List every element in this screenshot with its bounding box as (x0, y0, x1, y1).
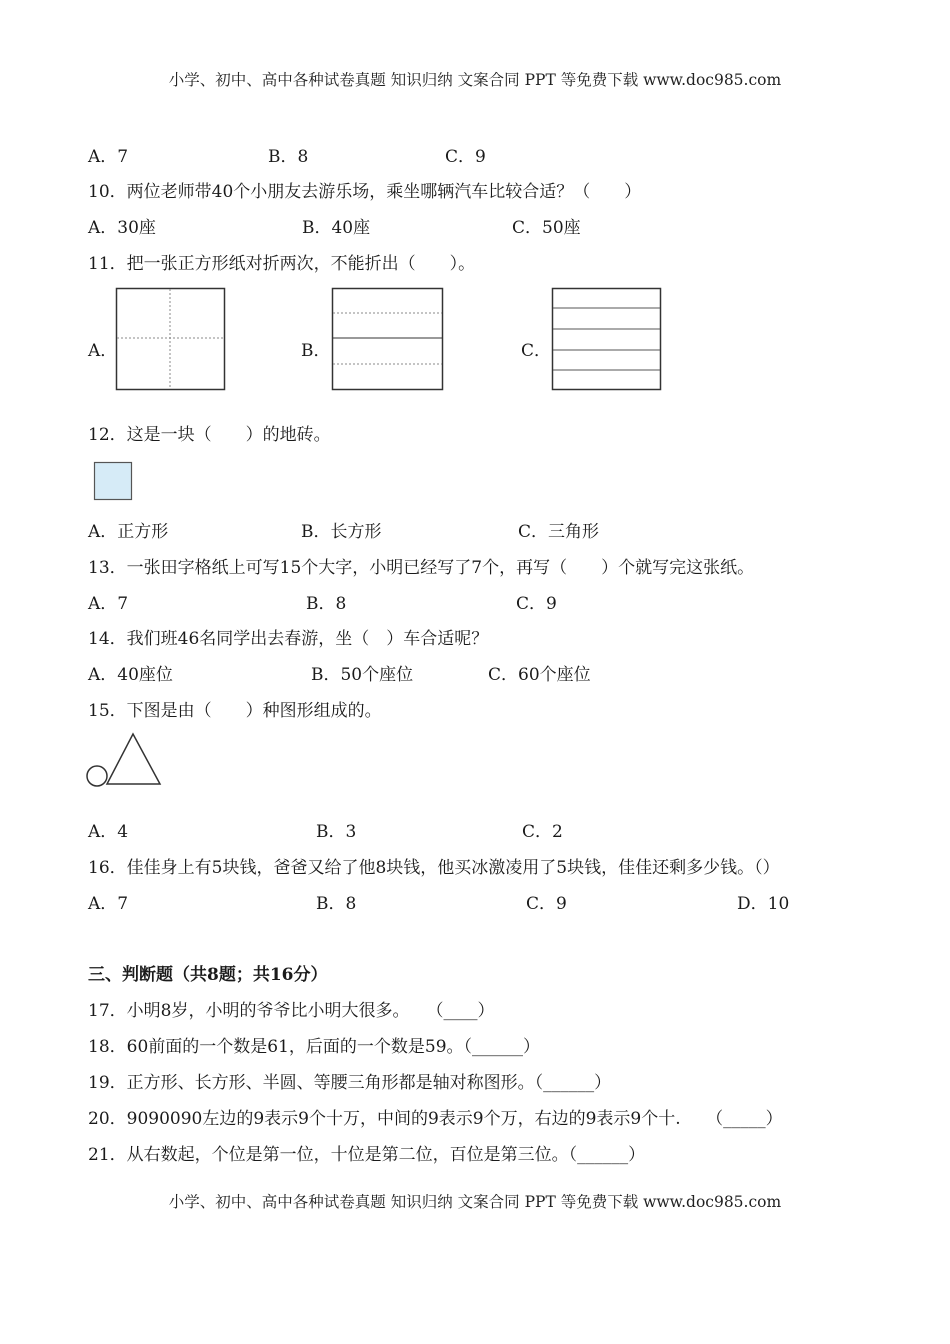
q10-text: 10．两位老师带40个小朋友去游乐场，乘坐哪辆汽车比较合适？（ ） (88, 182, 642, 202)
q16-option-c: C．9 (526, 894, 567, 914)
q14-option-b: B．50个座位 (311, 665, 414, 685)
q13-text: 13．一张田字格纸上可写15个大字，小明已经写了7个，再写（ ）个就写完这张纸。 (88, 558, 755, 578)
fold-figure-b (332, 288, 444, 391)
q12-option-c: C．三角形 (518, 522, 600, 542)
q15-option-c: C．2 (522, 822, 563, 842)
section-3-title: 三、判断题（共8题；共16分） (88, 965, 328, 985)
q10-option-a: A．30座 (88, 218, 156, 238)
q12-option-b: B．长方形 (301, 522, 382, 542)
q19-text: 19．正方形、长方形、半圆、等腰三角形都是轴对称图形。（______） (88, 1073, 612, 1093)
q17-text: 17．小明8岁，小明的爷爷比小明大很多。 （____） (88, 1001, 495, 1021)
q16-option-b: B．8 (316, 894, 357, 914)
q15-option-b: B．3 (316, 822, 357, 842)
page-header: 小学、初中、高中各种试卷真题 知识归纳 文案合同 PPT 等免费下载 www.doc985.com (168, 71, 782, 89)
q13-option-a: A．7 (88, 594, 129, 614)
q14-option-c: C．60个座位 (488, 665, 591, 685)
q10-option-c: C．50座 (512, 218, 581, 238)
q11-option-a: A． (88, 341, 118, 361)
q15-text: 15．下图是由（ ）种图形组成的。 (88, 701, 382, 721)
q16-option-d: D．10 (737, 894, 790, 914)
q12-text: 12．这是一块（ ）的地砖。 (88, 425, 331, 445)
q9-option-a: A．7 (88, 147, 129, 167)
q12-option-a: A．正方形 (88, 522, 169, 542)
q11-option-c: C． (521, 341, 552, 361)
q15-option-a: A．4 (88, 822, 129, 842)
page-footer: 小学、初中、高中各种试卷真题 知识归纳 文案合同 PPT 等免费下载 www.doc985.com (168, 1193, 782, 1211)
q20-text: 20．9090090左边的9表示9个十万，中间的9表示9个万，右边的9表示9个十. （_____） (88, 1109, 783, 1129)
q16-option-a: A．7 (88, 894, 129, 914)
q14-option-a: A．40座位 (88, 665, 173, 685)
q10-option-b: B．40座 (302, 218, 371, 238)
q11-text: 11．把一张正方形纸对折两次，不能折出（ ）。 (88, 254, 476, 274)
q13-option-c: C．9 (516, 594, 557, 614)
q21-text: 21．从右数起，个位是第一位，十位是第二位，百位是第三位。（______） (88, 1145, 646, 1165)
q13-option-b: B．8 (306, 594, 347, 614)
fold-figure-c (552, 288, 662, 391)
q11-option-b: B． (301, 341, 331, 361)
q9-option-b: B．8 (268, 147, 309, 167)
q14-text: 14．我们班46名同学出去春游，坐（ ）车合适呢？ (88, 629, 489, 649)
floor-tile-square (94, 462, 134, 502)
q18-text: 18．60前面的一个数是61，后面的一个数是59。（______） (88, 1037, 541, 1057)
circle-triangle-figure (86, 732, 164, 790)
fold-figure-a (116, 288, 226, 391)
q16-text: 16．佳佳身上有5块钱，爸爸又给了他8块钱，他买冰激凌用了5块钱，佳佳还剩多少钱。（） (88, 858, 780, 878)
q9-option-c: C．9 (445, 147, 486, 167)
